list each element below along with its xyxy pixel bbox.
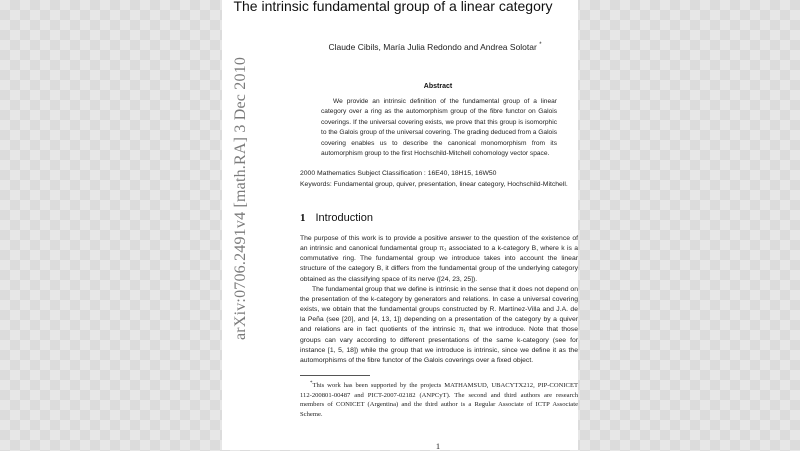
arxiv-stamp: arXiv:0706.2491v4 [math.RA] 3 Dec 2010 [232, 56, 249, 340]
section-title: Introduction [315, 212, 373, 224]
section-heading [300, 212, 373, 224]
footnote-mark: * [310, 381, 313, 386]
section-number: 1 [300, 212, 306, 224]
msc-classification: 2000 Mathematics Subject Classification : 16E40, 18H15, 16W50 [300, 170, 497, 177]
page-number: 1 [435, 441, 441, 451]
keywords: Keywords: Fundamental group, quiver, presentation, linear category, Hochschild-Mitchell. [300, 181, 568, 188]
author-names: Claude Cibils, María Julia Redondo and Andrea Solotar [328, 42, 537, 52]
abstract-heading: Abstract [423, 83, 453, 90]
paragraph: The purpose of this work is to provide a positive answer to the question of the existence of an intrinsic and canonical fundamental group π₁ associated to a k-category B, where k is a commutative ring. The fundamental group we introduce takes into account the linear structure of the category B, it differs from the fundamental group of the underlying category obtained as the classifying space of its nerve ([24, 23, 25]). [300, 235, 578, 283]
paragraph: The fundamental group that we define is intrinsic in the sense that it does not depend on the presentation of the k-category by generators and relations. In case a universal covering exists, we obtain that the fundamental groups constructed by R. Martínez-Villa and J.A. de la Peña (see [20], and [4, 13, 1]) depending on a presentation of the category by a quiver and relations are in fact quotients of the intrinsic π₁ that we introduce. Note that those groups can vary according to different presentations of the same k-category (see for instance [1, 5, 18]) while the group that we introduce is intrinsic, since we define it as the automorphisms of the fibre functor of the Galois coverings over a fixed object. [300, 285, 578, 364]
author-footnote-mark: * [539, 42, 542, 49]
footnote-divider [300, 375, 370, 376]
author-list [300, 42, 570, 52]
abstract-text: We provide an intrinsic definition of the fundamental group of a linear category over a ring as the automorphism group of the fibre functor on Galois coverings. If the universal covering exists, we prove that this group is isomorphic to the Galois group of the universal covering. The grading deduced from a Galois covering enables us to describe the canonical monomorphism from its automorphism group to the first Hochschild-Mitchell cohomology vector space. [321, 98, 557, 158]
footnote [300, 379, 578, 420]
paper-title: The intrinsic fundamental group of a linear category [233, 0, 553, 14]
introduction-body [300, 234, 578, 366]
footnote-text: This work has been supported by the projects MATHAMSUD, UBACYTX212, PIP-CONICET 112-200801-00487 and PICT-2007-02182 (ANPCyT). The second and third authors are research members of CONICET (Argentina) and the third author is a Regular Associate of ICTP Associate Scheme. [300, 382, 578, 418]
